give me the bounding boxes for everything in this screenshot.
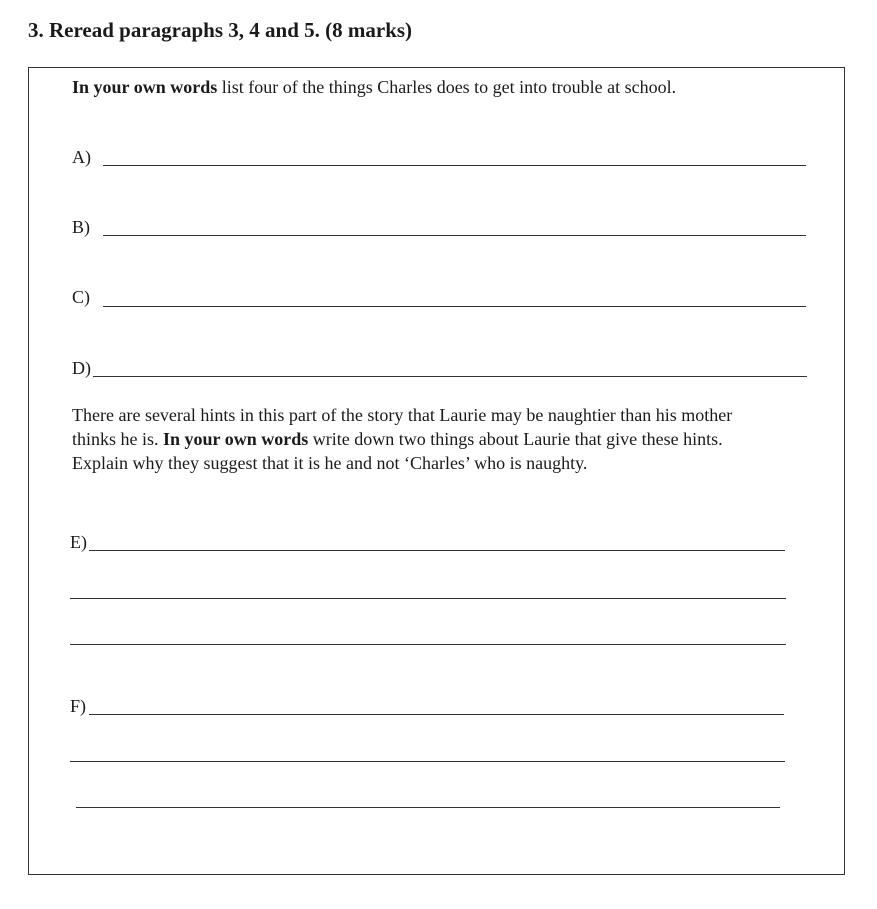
part2-line-1: There are several hints in this part of the story that Laurie may be naughtier than his mother: [72, 405, 733, 425]
answer-line-e-3[interactable]: [70, 644, 786, 645]
label-c: C): [72, 287, 90, 307]
part2-line-2: [72, 427, 723, 451]
answer-line-c[interactable]: [103, 306, 806, 307]
answer-line-e-1[interactable]: [89, 550, 785, 551]
part2-line-3: Explain why they suggest that it is he and not ‘Charles’ who is naughty.: [72, 453, 588, 473]
part1-instruction: [72, 75, 676, 99]
part1-rest: list four of the things Charles does to get into trouble at school.: [217, 77, 677, 97]
answer-line-b[interactable]: [103, 235, 806, 236]
answer-line-d[interactable]: [93, 376, 807, 377]
answer-line-a[interactable]: [103, 165, 806, 166]
answer-line-f-3[interactable]: [76, 807, 780, 808]
question-title: 3. Reread paragraphs 3, 4 and 5. (8 marks): [28, 18, 413, 42]
answer-line-e-2[interactable]: [70, 598, 786, 599]
part2-bold: In your own words: [163, 429, 309, 449]
label-a: A): [72, 147, 91, 167]
label-f: F): [70, 696, 87, 716]
label-b: B): [72, 217, 90, 237]
label-d: D): [72, 358, 91, 378]
part2-line-2-start: thinks he is.: [72, 429, 164, 449]
label-e: E): [70, 532, 87, 552]
answer-line-f-1[interactable]: [89, 714, 784, 715]
part2-line-2-end: write down two things about Laurie that give these hints.: [308, 429, 723, 449]
answer-line-f-2[interactable]: [70, 761, 785, 762]
part1-bold: In your own words: [72, 77, 218, 97]
